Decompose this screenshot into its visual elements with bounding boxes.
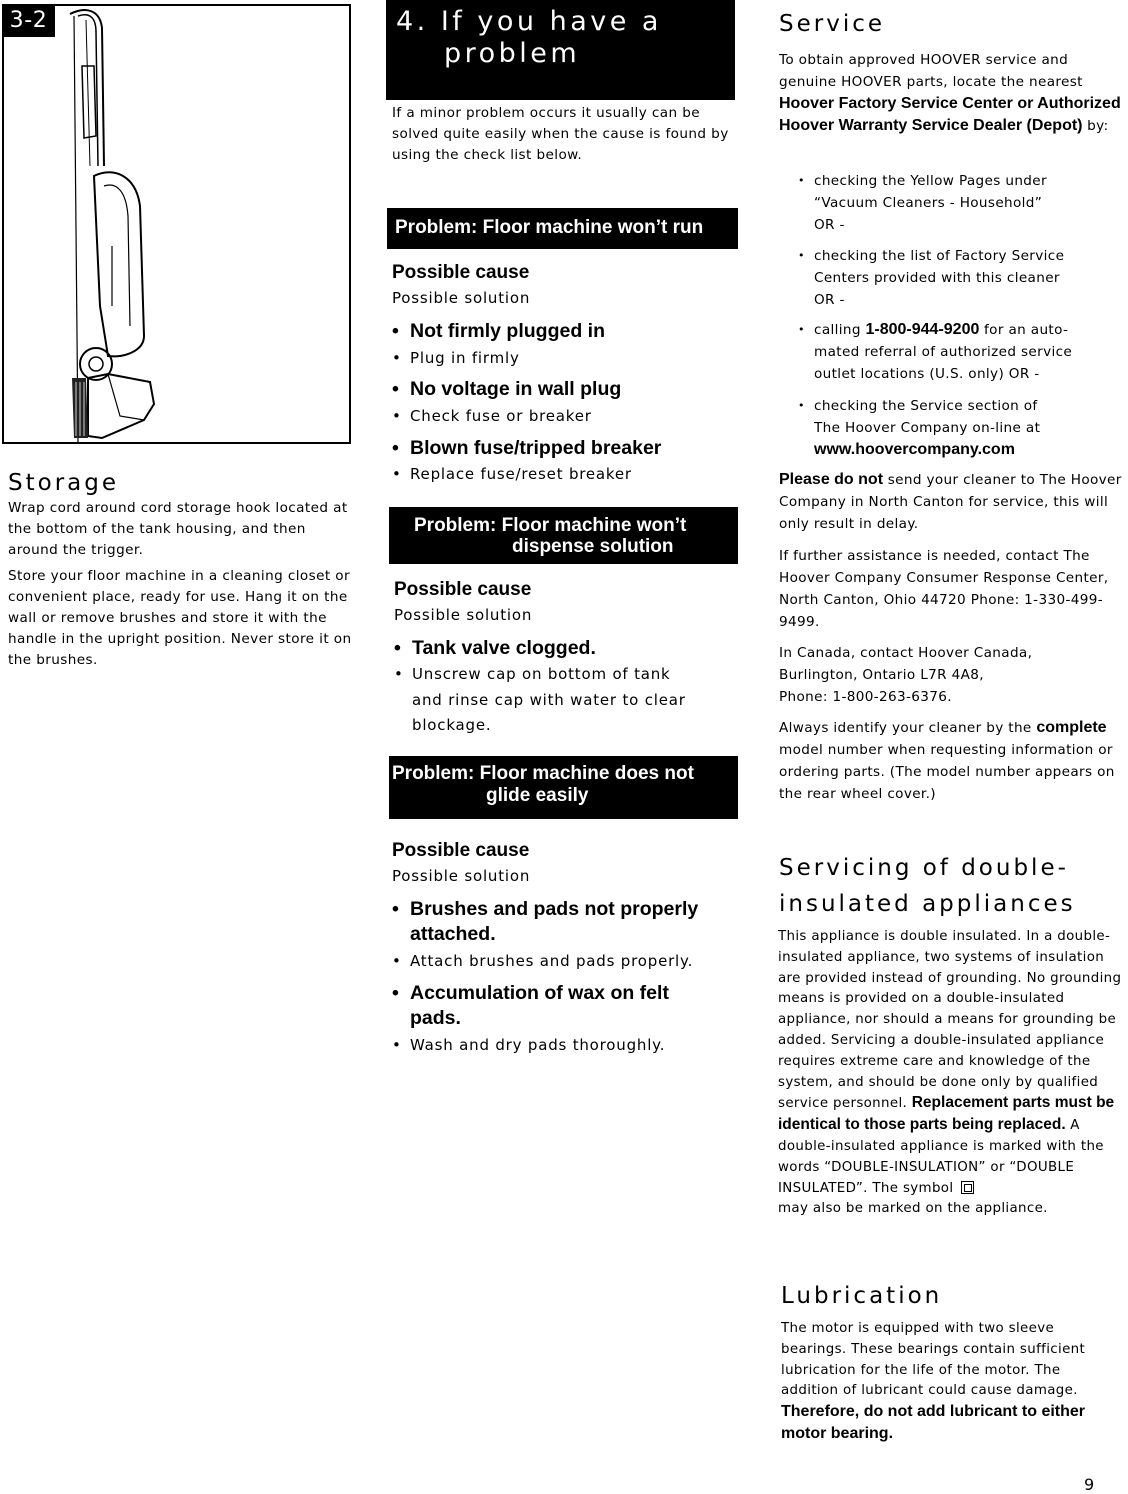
problem-2-solution-1-line3: blockage. [412,716,492,734]
floor-machine-drawing [4,6,349,442]
service-website: www.hoovercompany.com [814,441,1015,458]
lubrication-body: The motor is equipped with two sleeve bearings. These bearings contain sufficient lubrication for the life of the motor. The addition of lubricant could cause damage. Therefore, do not add lubricant to either motor bearing. [781,1321,1086,1442]
problem-2-solution-label: Possible solution [394,606,533,624]
problem-1-cause-label: Possible cause [392,262,530,283]
section-heading [386,0,735,100]
storage-paragraph-1: Wrap cord around cord storage hook located at the bottom of the tank housing, and then around the trigger. [8,500,348,558]
section-heading-line1: 4. If you have a [396,6,662,37]
double-insulated-title: Servicing of double- insulated appliances [779,855,1076,917]
storage-paragraph-2: Store your floor machine in a cleaning closet or convenient place, ready for use. Hang it on the wall or remove brushes and store it with the handle in the upright position. Never store it on the brushes. [8,568,352,668]
figure-label: 3-2 [2,4,55,37]
service-canada: In Canada, contact Hoover Canada, Burlington, Ontario L7R 4A8, Phone: 1-800-263-6376. [779,645,1033,705]
problem-1-header [387,208,738,249]
service-intro-a: To obtain approved HOOVER service and genuine HOOVER parts, locate the nearest [779,52,1083,90]
double-insulated-warning: Replacement parts must be identical to those parts being replaced. [778,1094,1115,1134]
problem-2-title-line2: dispense solution [512,536,674,557]
problem-2-cause-label: Possible cause [394,579,532,600]
service-further-assistance: If further assistance is needed, contact The Hoover Company Consumer Response Center, North Canton, Ohio 44720 Phone: 1-330-499-9499. [779,548,1109,630]
problem-1-title: Problem: Floor machine won’t run [395,217,704,238]
problem-intro: If a minor problem occurs it usually can be solved quite easily when the cause is found by using the check list below. [392,105,729,163]
storage-title: Storage [8,470,119,496]
service-phone-number: 1-800-944-9200 [865,321,980,338]
service-intro-b: by: [1082,118,1109,134]
service-identify: Always identify your cleaner by the complete model number when requesting information or ordering parts. (The model number appears on the rear wheel cover.) [779,719,1115,802]
service-intro [779,49,1125,137]
problem-3-cause-1-line2: attached. [410,923,496,945]
double-insulated-body: This appliance is double insulated. In a double-insulated appliance, two systems of insulation are provided instead of grounding. No grounding means is provided on a double-insulated appliance, nor should a means for grounding be added. Servicing a double-insulated appliance requires extreme care and knowledge of the system, and should be done only by qualified service personnel. Replacement parts must be identical to those parts being replaced. A double-insulated appliance is marked with the words “DOUBLE-INSULATION” or “DOUBLE INSULATED”. The symbol may also be marked on the appliance. [778,929,1122,1217]
lubrication-warning: Therefore, do not add lubricant to either motor bearing. [781,1403,1086,1442]
service-title: Service [779,11,886,37]
floor-machine-illustration [2,4,351,444]
problem-2-solution-1-line2: and rinse cap with water to clear [412,691,686,709]
service-please-do-not: Please do not send your cleaner to The Hoover Company in North Canton for service, this will only result in delay. [779,471,1122,532]
double-insulated-symbol-icon [961,1181,974,1194]
lubrication-title: Lubrication [781,1283,943,1309]
section-heading-line2: problem [444,38,581,69]
problem-3-header [389,756,738,819]
storage-body [8,498,353,676]
problem-2-title-line1: Problem: Floor machine won’t [414,515,687,536]
problem-3-cause-label: Possible cause [392,840,530,861]
problem-3-solution-label: Possible solution [392,867,531,885]
problem-3-cause-2-line2: pads. [410,1007,461,1029]
problem-2-header [389,507,738,564]
problem-3-title-line2: glide easily [486,785,589,806]
service-intro-bold: Hoover Factory Service Center or Authorized Hoover Warranty Service Dealer (Depot) [779,95,1121,134]
page-number: 9 [1084,1475,1095,1494]
problem-1-solution-label: Possible solution [392,289,531,307]
problem-3-title-line1: Problem: Floor machine does not [392,763,694,784]
